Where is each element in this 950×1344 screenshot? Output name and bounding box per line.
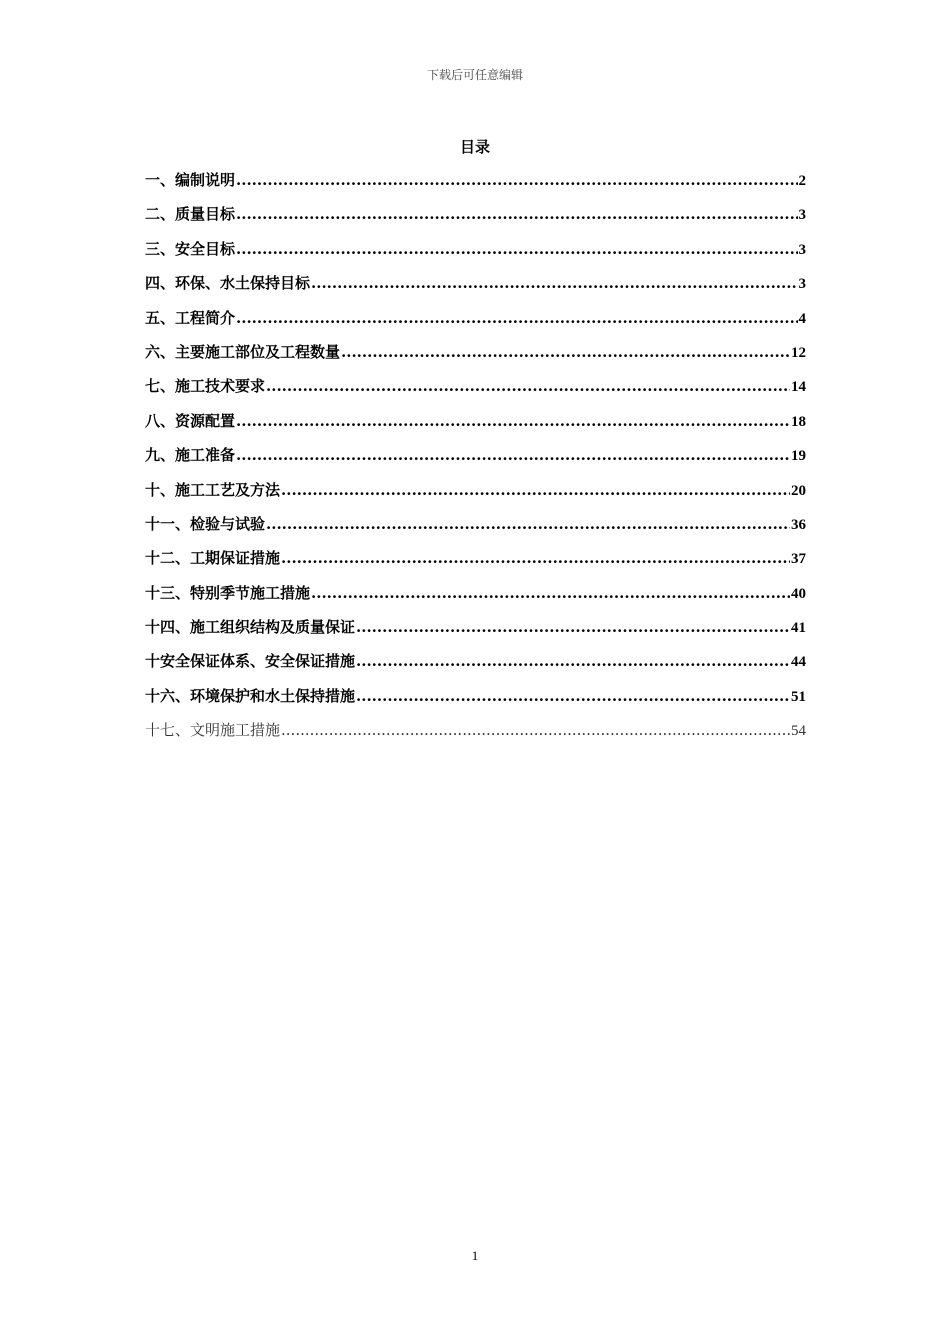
toc-title: 目录: [459, 138, 490, 156]
toc-entry-page: 36: [791, 516, 806, 533]
toc-entry[interactable]: [145, 649, 806, 683]
toc-entry-label: 十安全保证体系、安全保证措施: [145, 652, 356, 671]
toc-entry[interactable]: [145, 409, 806, 443]
toc-entry-page: 20: [791, 482, 806, 499]
toc-dot-leader: [236, 306, 797, 330]
toc-dot-leader: [281, 718, 790, 742]
toc-dot-leader: [356, 649, 790, 673]
toc-dot-leader: [356, 684, 790, 708]
toc-entry-label: 十二、工期保证措施: [145, 549, 281, 568]
toc-entry-label: 十四、施工组织结构及质量保证: [145, 618, 356, 637]
toc-entry-page: 4: [798, 310, 806, 327]
toc-entry-page: 54: [791, 723, 806, 740]
toc-dot-leader: [236, 409, 790, 433]
toc-entry-label: 十六、环境保护和水土保持措施: [145, 686, 356, 705]
toc-entry-page: 37: [791, 551, 806, 568]
toc-dot-leader: [236, 202, 797, 226]
toc-entry-page: 44: [791, 654, 806, 671]
toc-entry-label: 五、工程简介: [145, 308, 236, 327]
toc-entry-page: 3: [798, 276, 806, 293]
page-number: 1: [471, 1248, 479, 1263]
toc-entry-label: 六、主要施工部位及工程数量: [145, 342, 341, 361]
toc-entry[interactable]: [145, 581, 806, 615]
toc-dot-leader: [236, 168, 797, 192]
toc-entry-page: 14: [791, 379, 806, 396]
toc-entry-label: 十七、文明施工措施: [145, 721, 281, 740]
toc-entry-label: 七、施工技术要求: [145, 377, 266, 396]
toc-entry-page: 40: [791, 585, 806, 602]
toc-entry[interactable]: [145, 443, 806, 477]
toc-entry[interactable]: [145, 512, 806, 546]
toc-dot-leader: [236, 237, 797, 261]
toc-dot-leader: [341, 340, 790, 364]
toc-entry[interactable]: [145, 168, 806, 202]
toc-entry[interactable]: [145, 718, 806, 752]
toc-dot-leader: [266, 512, 790, 536]
toc-dot-leader: [281, 478, 790, 502]
toc-entry-label: 四、环保、水土保持目标: [145, 274, 311, 293]
toc-entry-page: 18: [791, 413, 806, 430]
toc-entry[interactable]: [145, 271, 806, 305]
toc-entry[interactable]: [145, 340, 806, 374]
toc-entry-label: 九、施工准备: [145, 446, 236, 465]
toc-entry-label: 十、施工工艺及方法: [145, 480, 281, 499]
toc-entry-page: 2: [798, 173, 806, 189]
toc-entry-page: 3: [798, 241, 806, 258]
toc-dot-leader: [356, 615, 790, 639]
toc-entry-page: 51: [791, 688, 806, 705]
toc-entry[interactable]: [145, 478, 806, 512]
toc-entry-label: 十一、检验与试验: [145, 514, 266, 533]
toc-entry[interactable]: [145, 615, 806, 649]
toc-entry[interactable]: [145, 202, 806, 236]
toc-dot-leader: [236, 443, 790, 467]
toc-entry-label: 十三、特别季节施工措施: [145, 583, 311, 602]
toc-entry-page: 19: [791, 448, 806, 465]
toc-dot-leader: [311, 581, 790, 605]
toc-entry-label: 三、安全目标: [145, 239, 236, 258]
toc-entry-label: 八、资源配置: [145, 411, 236, 430]
toc-entry-label: 二、质量目标: [145, 205, 236, 224]
toc-entry-page: 12: [791, 344, 806, 361]
toc-entry[interactable]: [145, 684, 806, 718]
toc-dot-leader: [311, 271, 797, 295]
toc-list: [145, 168, 806, 753]
toc-entry-label: 一、编制说明: [145, 171, 236, 189]
toc-entry-page: 3: [798, 207, 806, 224]
toc-dot-leader: [266, 374, 790, 398]
toc-entry-page: 41: [791, 620, 806, 637]
toc-entry[interactable]: [145, 306, 806, 340]
header-note: 下载后可任意编辑: [426, 68, 523, 82]
toc-entry[interactable]: [145, 237, 806, 271]
toc-dot-leader: [281, 546, 790, 570]
toc-entry[interactable]: [145, 546, 806, 580]
toc-entry[interactable]: [145, 374, 806, 408]
